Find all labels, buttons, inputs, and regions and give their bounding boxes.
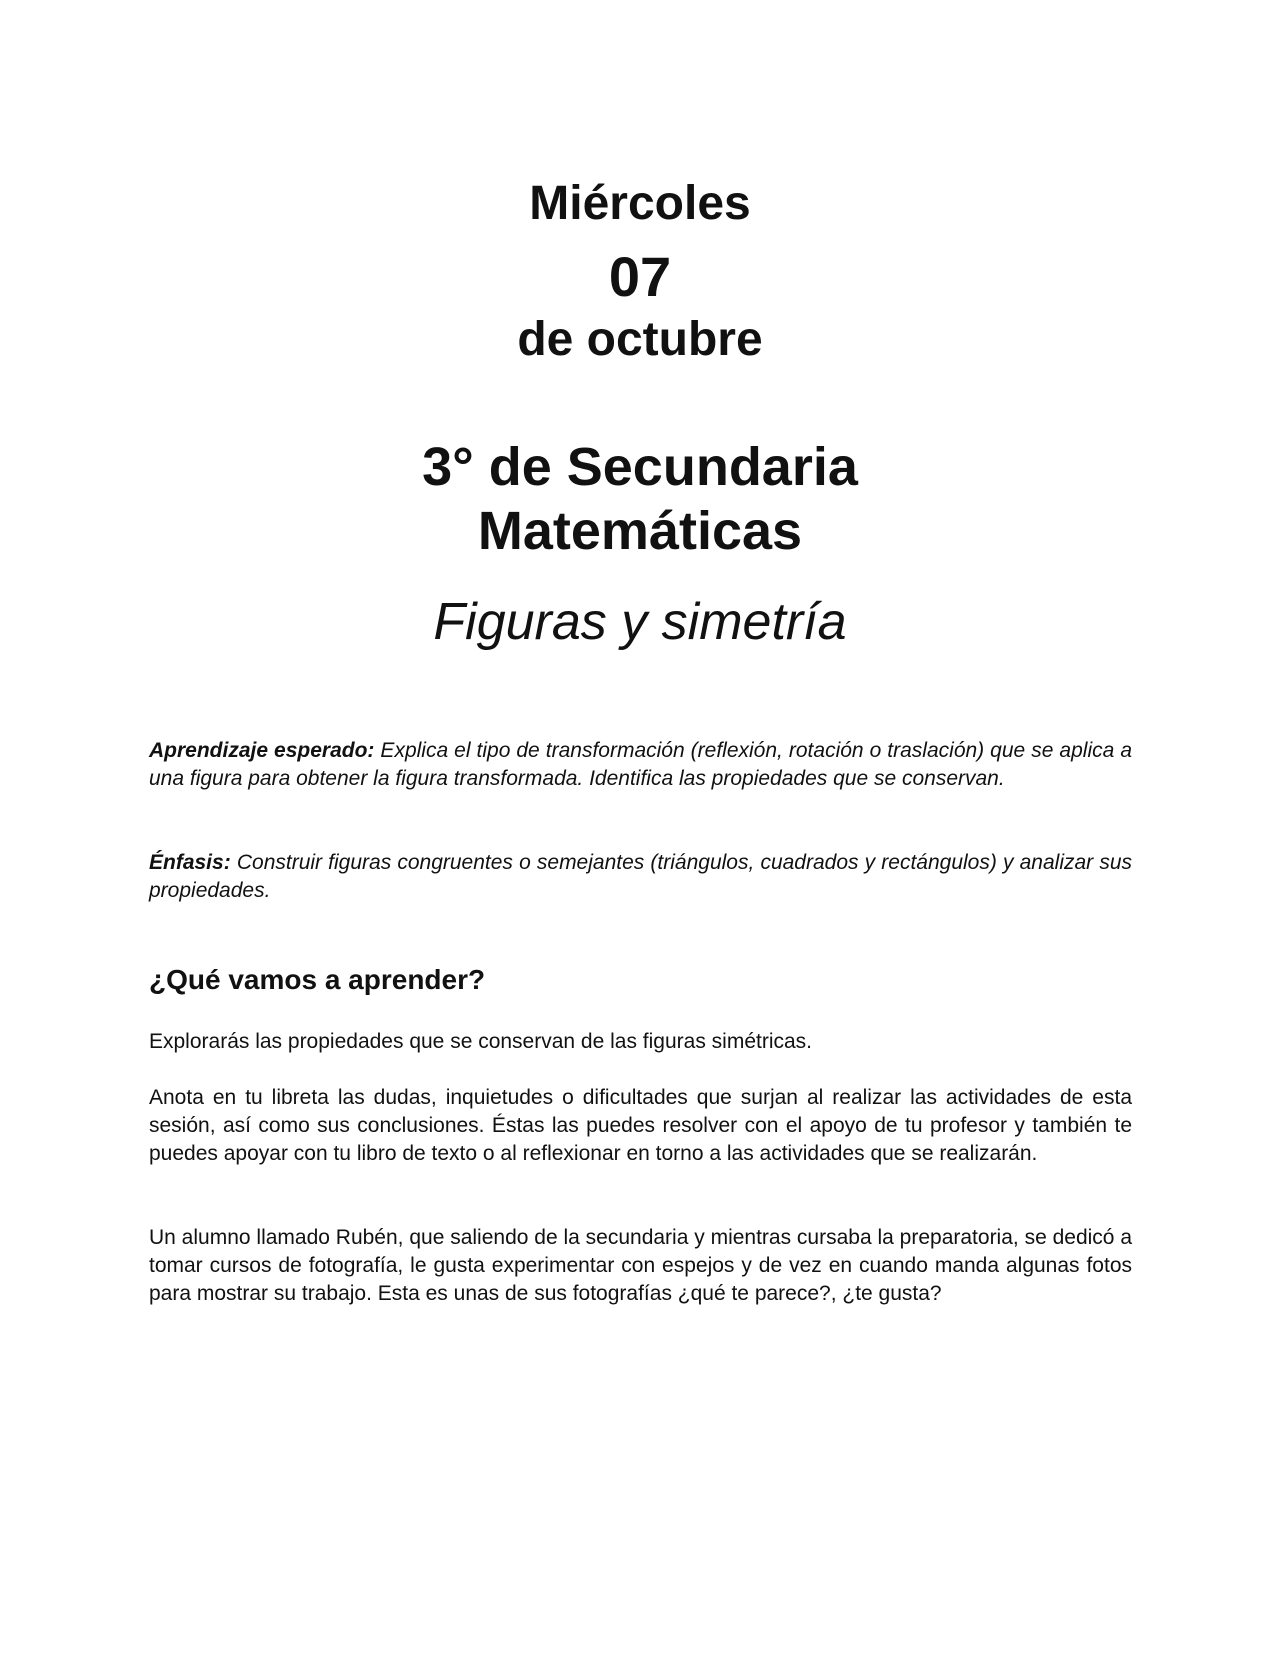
month: de octubre xyxy=(517,313,763,366)
grade: 3° de Secundaria xyxy=(422,437,858,497)
aprendizaje-label: Aprendizaje esperado: xyxy=(149,739,375,762)
paragraph: Un alumno llamado Rubén, que saliendo de la secundaria y mientras cursaba la preparatoria, se dedicó a tomar cursos de fotografía, le gusta experimentar con espejos y de vez en cuando manda algunas fotos para mostrar su trabajo. Esta es unas de sus fotografías ¿qué te parece?, ¿te gusta? xyxy=(149,1226,1132,1305)
paragraph: Anota en tu libreta las dudas, inquietudes o dificultades que surjan al realizar las actividades de esta sesión, así como sus conclusiones. Éstas las puedes resolver con el apoyo de tu profesor y también te puedes apoyar con tu libro de texto o al reflexionar en torno a las actividades que se realizarán. xyxy=(149,1086,1132,1165)
enfasis xyxy=(149,849,1132,905)
topic: Figuras y simetría xyxy=(433,593,847,651)
subject: Matemáticas xyxy=(477,501,803,561)
aprendizaje-text: Explica el tipo de transformación (reflexión, rotación o traslación) que se aplica a una figura para obtener la figura transformada. Identifica las propiedades que se conservan. xyxy=(149,739,1132,790)
enfasis-text: Construir figuras congruentes o semejantes (triángulos, cuadrados y rectángulos) y analizar sus propiedades. xyxy=(149,851,1132,902)
day-name: Miércoles xyxy=(529,177,751,230)
enfasis-label: Énfasis: xyxy=(149,851,231,874)
day-number: 07 xyxy=(608,245,672,308)
aprendizaje-esperado xyxy=(149,737,1132,793)
paragraph: Explorarás las propiedades que se conservan de las figuras simétricas. xyxy=(149,1030,813,1053)
section-heading: ¿Qué vamos a aprender? xyxy=(149,964,486,995)
